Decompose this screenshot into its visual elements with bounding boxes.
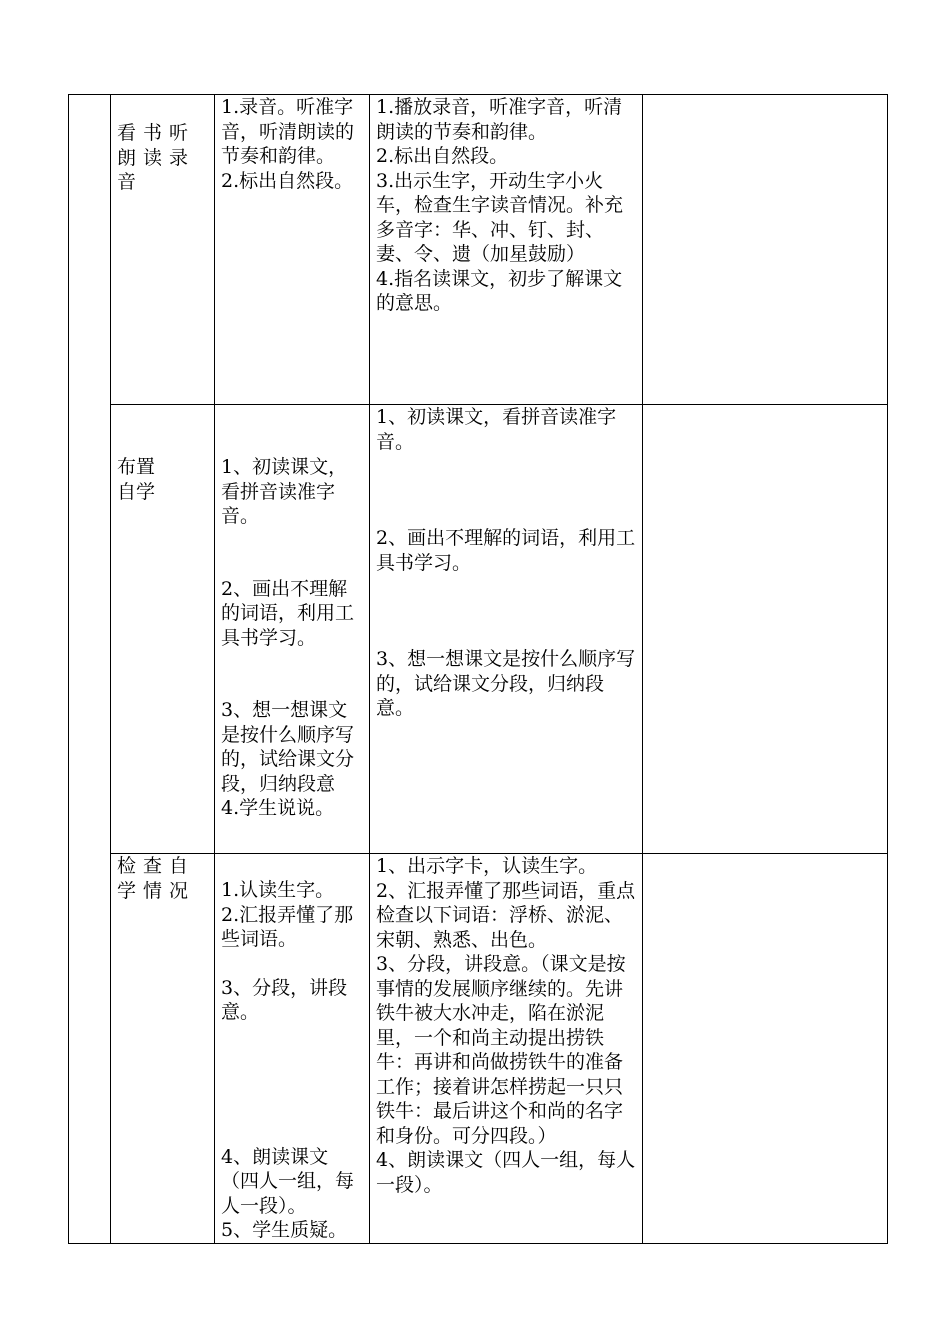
- student-item: 2.标出自然段。: [221, 169, 354, 192]
- student-item: 1、初读课文，看拼音读准字音。: [221, 456, 348, 527]
- step-label: 布置自学: [117, 456, 156, 503]
- table-row: [69, 854, 888, 1244]
- step-cell: [111, 95, 215, 405]
- teacher-activity-cell: [370, 95, 643, 405]
- notes-cell: [643, 854, 888, 1244]
- student-item: 4.学生说说。: [221, 797, 335, 819]
- student-item: 3、分段，讲段意。: [221, 976, 348, 1023]
- teacher-item: 4、朗读课文（四人一组，每人一段）。: [376, 1149, 636, 1196]
- teacher-item: 3、分段，讲段意。（课文是按事情的发展顺序继续的。先讲铁牛被大水冲走，陷在淤泥里，一个和尚主动提出捞铁牛：再讲和尚做捞铁牛的准备工作；接着讲怎样捞起一只只铁牛：最后讲这个和尚的名字和身份。可分四段。）: [376, 953, 626, 1147]
- notes-cell: [643, 405, 888, 854]
- student-item: 2、画出不理解的词语，利用工具书学习。: [221, 577, 355, 649]
- step-cell: [111, 405, 215, 854]
- student-item: 3、想一想课文是按什么顺序写的，试给课文分段，归纳段意: [221, 699, 355, 795]
- step-label: 看书听朗读录音: [117, 122, 196, 193]
- student-activity-cell: [215, 95, 370, 405]
- student-item: 2.汇报弄懂了那些词语。: [221, 903, 354, 950]
- student-item: 5、学生质疑。: [221, 1219, 348, 1241]
- teacher-item: 3、想一想课文是按什么顺序写的，试给课文分段，归纳段意。: [376, 648, 636, 719]
- teacher-activity-cell: [370, 854, 643, 1244]
- teacher-activity-cell: [370, 405, 643, 854]
- teacher-item: 1、出示字卡，认读生字。: [376, 855, 598, 877]
- blank-margin-cell: [69, 95, 111, 1244]
- table-row: [69, 405, 888, 854]
- teacher-item: 1、初读课文，看拼音读准字音。: [376, 406, 617, 453]
- teacher-item: 4.指名读课文，初步了解课文的意思。: [376, 267, 623, 314]
- lesson-plan-table: [68, 94, 888, 1244]
- student-item: 1.认读生字。: [221, 879, 335, 901]
- teacher-item: 2、画出不理解的词语，利用工具书学习。: [376, 527, 636, 574]
- step-cell: [111, 854, 215, 1244]
- step-label: 检查自学情况: [117, 855, 196, 902]
- student-item: 4、朗读课文（四人一组，每人一段）。: [221, 1145, 355, 1217]
- teacher-item: 2.标出自然段。: [376, 145, 509, 167]
- teacher-item: 1.播放录音，听准字音，听清朗读的节奏和韵律。: [376, 96, 623, 143]
- teacher-item: 3.出示生字，开动生字小火车，检查生字读音情况。补充多音字：华、冲、钉、封、妻、令、遗（加星鼓励）: [376, 169, 624, 265]
- student-item: 1.录音。听准字音，听清朗读的节奏和韵律。: [221, 96, 355, 167]
- student-activity-cell: [215, 405, 370, 854]
- teacher-item: 2、汇报弄懂了那些词语，重点检查以下词语：浮桥、淤泥、宋朝、熟悉、出色。: [376, 879, 636, 951]
- student-activity-cell: [215, 854, 370, 1244]
- notes-cell: [643, 95, 888, 405]
- table-row: [69, 95, 888, 405]
